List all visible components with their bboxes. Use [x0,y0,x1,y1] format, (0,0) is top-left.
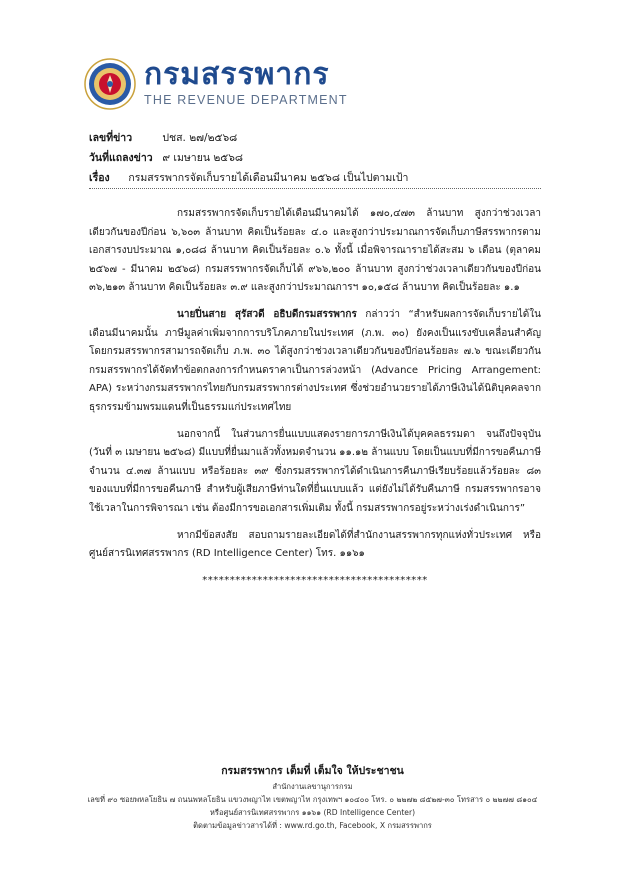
footer-office: สำนักงานเลขานุการกรม [272,782,353,791]
end-stars: ***************************************** [202,574,428,586]
page-header [84,58,384,114]
brand-thai: กรมสรรพากร [144,57,330,92]
footer-slogan: กรมสรรพากร เต็มที่ เต็มใจ ให้ประชาชน [221,765,404,777]
subject-row [89,168,559,188]
news-date-row [89,148,559,168]
speaker-name: นายปิ่นสาย สุรัสวดี อธิบดีกรมสรรพากร [177,308,357,320]
subject-value: กรมสรรพากรจัดเก็บรายได้เดือนมีนาคม ๒๕๖๘ เป็นไปตามเป้า [128,172,409,184]
footer-address: เลขที่ ๙๐ ซอยพหลโยธิน ๗ ถนนพหลโยธิน แขวงพญาไท เขตพญาไท กรุงเทพฯ ๑๐๔๐๐ โทร. ๐ ๒๒๗๒ ๘๕๒๗-๓๐ โทรสาร ๐ ๒๒๗๗ ๘๑๐๔ [87,795,538,804]
press-release-body [89,205,541,590]
news-date-label: วันที่แถลงข่าว [89,152,153,164]
revenue-department-seal-icon [84,58,136,110]
paragraph-tax-filing: นอกจากนี้ ในส่วนการยื่นแบบแสดงรายการภาษีเงินได้บุคคลธรรมดา จนถึงปัจจุบัน (วันที่ ๓ เมษายน ๒๕๖๘) มีแบบที่ยื่นมาแล้วทั้งหมดจำนวน ๑๑.๑๒ ล้านแบบ โดยเป็นแบบที่มีการขอคืนภาษีจำนวน ๔.๓๗ ล้านแบบ หรือร้อยละ ๓๙ ซึ่งกรมสรรพากรได้ดำเนินการคืนภาษีเรียบร้อยแล้วร้อยละ ๘๓ ของแบบที่มีการขอคืนภาษี สำหรับผู้เสียภาษีท่านใดที่ยื่นแบบแล้ว แต่ยังไม่ได้รับคืนภาษี กรมสรรพากรอาจใช้เวลาในการพิจารณา เช่น ต้องมีการขอเอกสารเพิ่มเติม ทั้งนี้ กรมสรรพากรอยู่ระหว่างเร่งดำเนินการ” [89,428,541,514]
paragraph-director-statement [89,306,541,418]
news-number-label: เลขที่ข่าว [89,132,133,144]
footer-info-center: หรือศูนย์สารนิเทศสรรพากร ๑๑๖๑ (RD Intelligence Center) [209,808,416,817]
brand [144,58,348,108]
page-footer [60,762,565,832]
separator-dotted-line [89,188,541,189]
brand-english: THE REVENUE DEPARTMENT [144,93,348,107]
news-meta [89,128,559,188]
footer-follow-links: ติดตามข้อมูลข่าวสารได้ที่ : www.rd.go.th, Facebook, X กรมสรรพากร [193,821,432,830]
statement-text: กล่าวว่า “สำหรับผลการจัดเก็บรายได้ในเดือนมีนาคมนั้น ภาษีมูลค่าเพิ่มจากการบริโภคภายในประเทศ (ภ.พ. ๓๐) ยังคงเป็นแรงขับเคลื่อนสำคัญ โดยกรมสรรพากรสามารถจัดเก็บ ภ.พ. ๓๐ ได้สูงกว่าช่วงเวลาเดียวกันของปีก่อนร้อยละ ๗.๖ ขณะเดียวกันกรมสรรพากรได้จัดทำข้อตกลงการกำหนดราคาเป็นการล่วงหน้า (Advance Pricing Arrangement: APA) ระหว่างกรมสรรพากรไทยกับกรมสรรพากรต่างประเทศ ซึ่งช่วยอำนวยรายได้ภาษีเงินได้นิติบุคคลจากธุรกรรมข้ามพรมแดนที่เป็นธรรมแก่ประเทศไทย [89,308,541,413]
news-number-value: ปชส. ๒๗/๒๕๖๘ [162,132,238,144]
news-date-value: ๙ เมษายน ๒๕๖๘ [162,152,244,164]
subject-label: เรื่อง [89,172,110,184]
paragraph-contact: หากมีข้อสงสัย สอบถามรายละเอียดได้ที่สำนักงานสรรพากรทุกแห่งทั่วประเทศ หรือศูนย์สารนิเทศสรรพากร (RD Intelligence Center) โทร. ๑๑๖๑ [89,529,541,560]
news-number-row [89,128,559,148]
paragraph-revenue: กรมสรรพากรจัดเก็บรายได้เดือนมีนาคมได้ ๑๗๐,๔๗๓ ล้านบาท สูงกว่าช่วงเวลาเดียวกันของปีก่อน ๖,๖๐๓ ล้านบาท คิดเป็นร้อยละ ๔.๐ และสูงกว่าประมาณการจัดเก็บภาษีสรรพากรตามเอกสารงบประมาณ ๑,๐๘๘ ล้านบาท คิดเป็นร้อยละ ๐.๖ ทั้งนี้ เมื่อพิจารณารายได้สะสม ๖ เดือน (ตุลาคม ๒๕๖๗ - มีนาคม ๒๕๖๘) กรมสรรพากรจัดเก็บได้ ๙๖๖,๒๐๐ ล้านบาท สูงกว่าช่วงเวลาเดียวกันของปีก่อน ๓๖,๒๑๓ ล้านบาท คิดเป็นร้อยละ ๓.๙ และสูงกว่าประมาณการฯ ๑๐,๑๕๘ ล้านบาท คิดเป็นร้อยละ ๑.๑ [89,208,541,294]
